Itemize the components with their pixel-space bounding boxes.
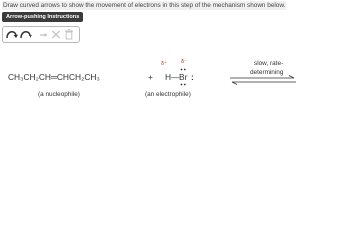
reaction-scheme bbox=[0, 0, 350, 113]
reactant2-label: (an electrophile) bbox=[145, 91, 191, 98]
h-br-bond: — bbox=[171, 72, 180, 82]
br-lone-pair-bottom bbox=[181, 84, 186, 86]
condition-line-1: slow, rate- bbox=[254, 60, 284, 67]
plus-sign: + bbox=[148, 72, 153, 82]
bromine-atom: Br bbox=[179, 72, 188, 82]
condition-line-2: determining bbox=[250, 69, 284, 76]
equilibrium-arrows-icon bbox=[230, 76, 296, 85]
reactant1-formula: CH₃CH₂CH═CHCH₂CH₃ bbox=[8, 72, 100, 82]
question-prompt: Draw curved arrows to show the movement of electrons in this step of the mechanism shown below. bbox=[3, 2, 286, 9]
br-lone-pair-top bbox=[181, 69, 186, 71]
partial-positive-label: δ⁺ bbox=[161, 61, 167, 67]
br-lone-pair-right: : bbox=[191, 72, 194, 82]
arrow-pushing-instructions-link[interactable]: Arrow-pushing Instructions bbox=[2, 12, 83, 22]
hydrogen-atom: H bbox=[165, 72, 172, 82]
reactant1-label: (a nucleophile) bbox=[38, 91, 80, 98]
partial-negative-label: δ⁻ bbox=[181, 59, 187, 65]
